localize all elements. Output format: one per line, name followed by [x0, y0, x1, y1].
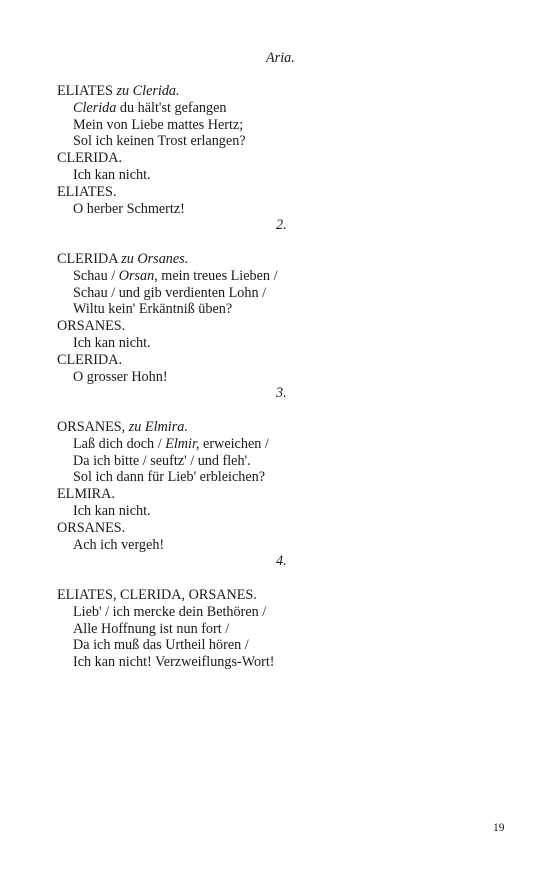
- speaker-line: ELIATES.: [57, 183, 117, 200]
- verse-line: Ich kan nicht.: [73, 334, 151, 351]
- verse-line: Sol ich dann für Lieb' erbleichen?: [73, 469, 266, 486]
- verse-line: Alle Hoffnung ist nun fort /: [73, 620, 230, 637]
- speaker-line: ELIATES, CLERIDA, ORSANES.: [57, 586, 257, 603]
- stanza-1: [57, 83, 497, 234]
- speaker-line: ELMIRA.: [57, 486, 115, 503]
- stanza-number: 4.: [276, 553, 287, 570]
- speaker-line: ORSANES, zu Elmira.: [57, 418, 188, 435]
- speaker-line: CLERIDA.: [57, 150, 123, 167]
- verse-line: Da ich muß das Urtheil hören /: [73, 637, 249, 654]
- page-number: 19: [493, 822, 505, 834]
- speaker-line: CLERIDA zu Orsanes.: [57, 250, 189, 267]
- verse-line: Sol ich keinen Trost erlangen?: [73, 133, 246, 150]
- verse-line: Lieb' / ich mercke dein Bethören /: [73, 603, 267, 620]
- stanza-3: [57, 419, 497, 570]
- verse-line: O herber Schmertz!: [73, 200, 185, 217]
- aria-heading: Aria.: [266, 50, 295, 66]
- verse-line: Laß dich doch / Elmir, erweichen /: [73, 435, 269, 452]
- verse-line: Mein von Liebe mattes Hertz;: [73, 116, 244, 133]
- verse-line: O grosser Hohn!: [73, 368, 168, 385]
- verse-line: Ich kan nicht.: [73, 502, 151, 519]
- stanza-number: 3.: [276, 385, 287, 402]
- verse-line: Ach ich vergeh!: [73, 536, 165, 553]
- verse-line: Da ich bitte / seuftz' / und fleh'.: [73, 452, 251, 469]
- stanza-2: [57, 251, 497, 402]
- verse-line: Wiltu kein' Erkäntniß üben?: [73, 301, 233, 318]
- stanzas: [57, 83, 497, 671]
- speaker-line: ELIATES zu Clerida.: [57, 83, 180, 99]
- speaker-line: ORSANES.: [57, 519, 126, 536]
- stanza-4: [57, 587, 497, 671]
- verse-line: Schau / und gib verdienten Lohn /: [73, 284, 267, 301]
- verse-line: Clerida du hält'st gefangen: [73, 99, 227, 116]
- speaker-line: ORSANES.: [57, 318, 126, 335]
- verse-line: Schau / Orsan, mein treues Lieben /: [73, 267, 278, 284]
- verse-line: Ich kan nicht! Verzweiflungs-Wort!: [73, 654, 275, 671]
- verse-line: Ich kan nicht.: [73, 166, 151, 183]
- stanza-number: 2.: [276, 217, 287, 234]
- speaker-line: CLERIDA.: [57, 351, 123, 368]
